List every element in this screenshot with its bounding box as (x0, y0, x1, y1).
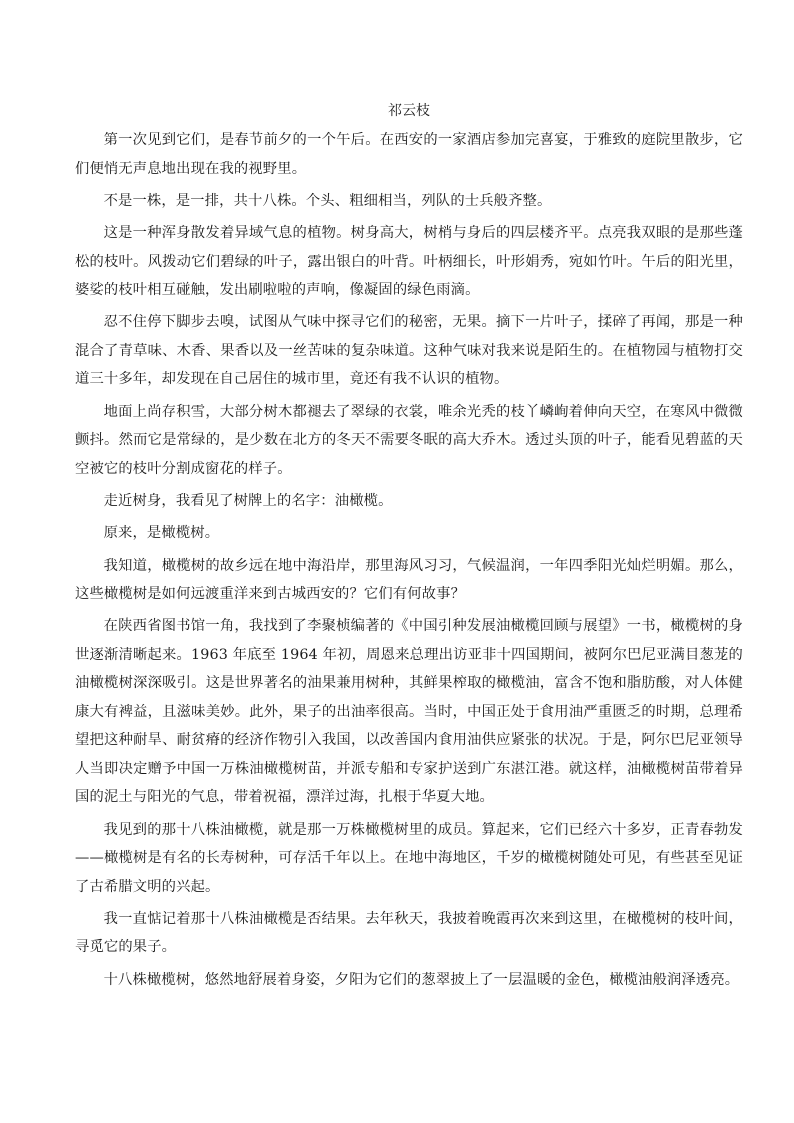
paragraph-1: 第一次见到它们，是春节前夕的一个午后。在西安的一家酒店参加完喜宴，于雅致的庭院里散步，它们便悄无声息地出现在我的视野里。 (75, 132, 743, 177)
paragraph-3: 这是一种浑身散发着异域气息的植物。树身高大，树梢与身后的四层楼齐平。点亮我双眼的是那些蓬松的枝叶。风拨动它们碧绿的叶子，露出银白的叶背。叶柄细长，叶形娟秀，宛如竹叶。午后的阳光里，婆娑的枝叶相互碰触，发出刷啦啦的声响，像凝固的绿色雨滴。 (75, 225, 743, 299)
paragraph-8: 我知道，橄榄树的故乡远在地中海沿岸，那里海风习习，气候温润，一年四季阳光灿烂明媚。那么，这些橄榄树是如何远渡重洋来到古城西安的？它们有何故事？ (75, 557, 743, 603)
article-page (75, 98, 743, 998)
paragraph-5: 地面上尚存积雪，大部分树木都褪去了翠绿的衣裳，唯余光秃的枝丫嶙峋着伸向天空，在寒风中微微颤抖。然而它是常绿的，是少数在北方的冬天不需要冬眠的高大乔木。透过头顶的叶子，能看见碧蓝的天空被它的枝叶分割成窗花的样子。 (75, 403, 743, 477)
paragraph-11: 我一直惦记着那十八株油橄榄是否结果。去年秋天，我披着晚霞再次来到这里，在橄榄树的枝叶间，寻觅它的果子。 (75, 910, 743, 956)
author-name: 祁云枝 (388, 103, 430, 119)
paragraph-6: 走近树身，我看见了树牌上的名字：油橄榄。 (103, 492, 393, 509)
paragraph-12: 十八株橄榄树，悠然地舒展着身姿，夕阳为它们的葱翠披上了一层温暖的金色，橄榄油般润泽透亮。 (103, 971, 740, 988)
paragraph-9: 在陕西省图书馆一角，我找到了李聚桢编著的《中国引种发展油橄榄回顾与展望》一书，橄榄树的身世逐渐清晰起来。1963 年底至 1964 年初，周恩来总理出访亚非十四国期间，被阿尔巴尼亚满目葱茏的油橄榄树深深吸引。这是世界著名的油果兼用树种，其鲜果榨取的橄榄油，富含不饱和脂肪酸，对人体健康大有裨益，且滋味美妙。此外，果子的出油率很高。当时，中国正处于食用油严重匮乏的时期，总理希望把这种耐旱、耐贫瘠的经济作物引入我国，以改善国内食用油供应紧张的状况。于是，阿尔巴尼亚领导人当即决定赠予中国一万株油橄榄树苗，并派专船和专家护送到广东湛江港。就这样，油橄榄树苗带着异国的泥土与阳光的气息，带着祝福，漂洋过海，扎根于华夏大地。 (75, 618, 743, 806)
paragraph-4: 忍不住停下脚步去嗅，试图从气味中探寻它们的秘密，无果。摘下一片叶子，揉碎了再闻，那是一种混合了青草味、木香、果香以及一丝苦味的复杂味道。这种气味对我来说是陌生的。在植物园与植物打交道三十多年，却发现在自己居住的城市里，竟还有我不认识的植物。 (75, 314, 743, 388)
paragraph-10: 我见到的那十八株油橄榄，就是那一万株橄榄树里的成员。算起来，它们已经六十多岁，正青春勃发——橄榄树是有名的长寿树种，可存活千年以上。在地中海地区，千岁的橄榄树随处可见，有些甚至见证了古希腊文明的兴起。 (75, 821, 743, 895)
paragraph-2: 不是一株，是一排，共十八株。个头、粗细相当，列队的士兵般齐整。 (103, 192, 552, 209)
paragraph-7: 原来，是橄榄树。 (103, 525, 220, 542)
